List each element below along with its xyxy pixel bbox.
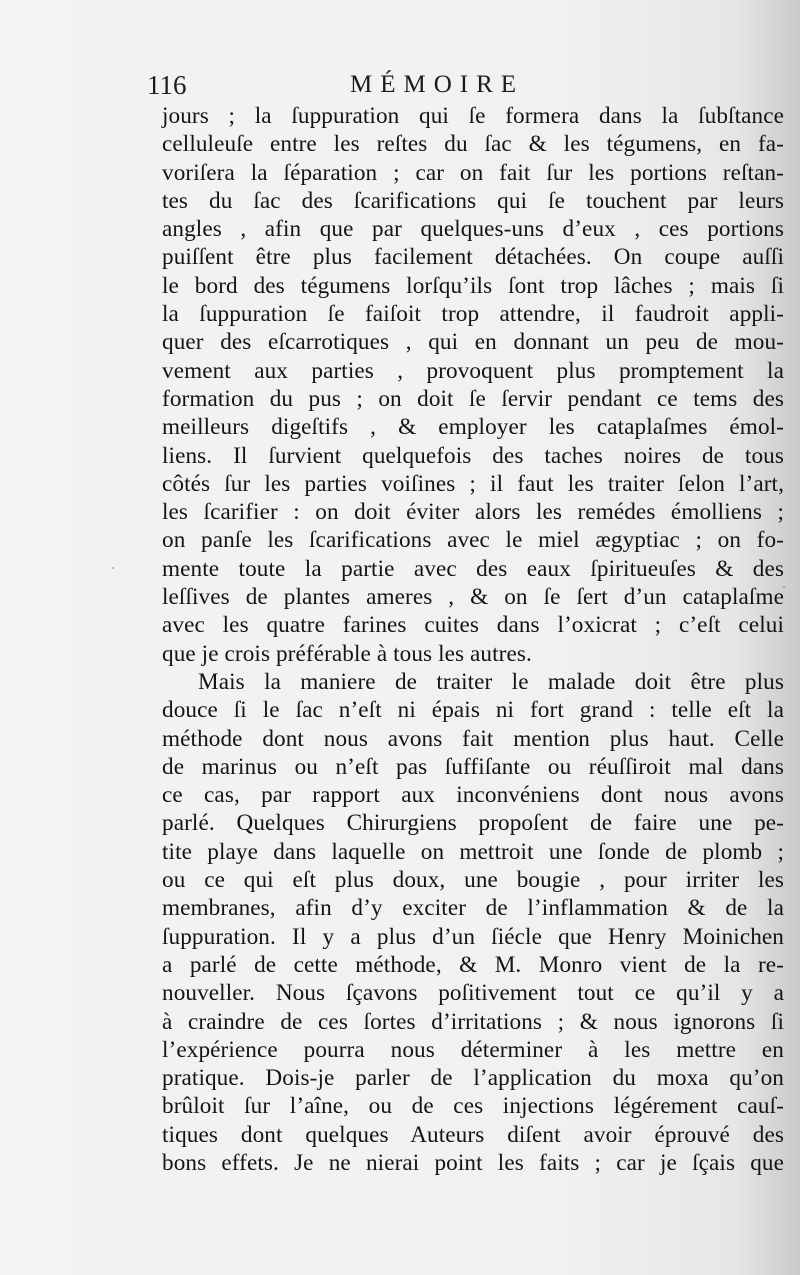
- text-line: a parlé de cette méthode, & M. Monro vient de la re-: [162, 951, 784, 978]
- running-head: MÉMOIRE: [350, 71, 525, 98]
- text-line: à craindre de ces ſortes d’irritations ; & nous ignorons ſi: [162, 1008, 784, 1035]
- text-line: liens. Il ſurvient quelquefois des taches noires de tous: [162, 442, 784, 469]
- paper-speck: [783, 586, 785, 588]
- text-line: méthode dont nous avons fait mention plus haut. Celle: [162, 725, 784, 752]
- text-line: la ſuppuration ſe faiſoit trop attendre, il faudroit appli-: [162, 301, 784, 328]
- text-line: bons effets. Je ne nierai point les faits ; car je ſçais que: [162, 1149, 784, 1176]
- text-line: que je crois préférable à tous les autres.: [162, 640, 532, 667]
- text-line: tite playe dans laquelle on mettroit une ſonde de plomb ;: [162, 838, 784, 865]
- text-line: angles , afin que par quelques-uns d’eux , ces portions: [162, 216, 784, 243]
- text-line: tes du ſac des ſcarifications qui ſe touchent par leurs: [162, 187, 784, 214]
- text-line: membranes, afin d’y exciter de l’inflammation & de la: [162, 895, 784, 922]
- text-line: de marinus ou n’eſt pas ſuffiſante ou réuſſiroit mal dans: [162, 753, 784, 780]
- text-line: meilleurs digeſtifs , & employer les cataplaſmes émol-: [162, 414, 784, 441]
- text-line: le bord des tégumens lorſqu’ils ſont trop lâches ; mais ſi: [162, 272, 784, 299]
- text-line: ou ce qui eſt plus doux, une bougie , pour irriter les: [162, 867, 784, 894]
- text-line: jours ; la ſuppuration qui ſe formera dans la ſubſtance: [162, 103, 784, 129]
- text-line: quer des eſcarrotiques , qui en donnant un peu de mou-: [162, 329, 784, 356]
- text-line: parlé. Quelques Chirurgiens propoſent de faire une pe-: [162, 810, 784, 837]
- body-text: [162, 102, 784, 1177]
- text-line: l’expérience pourra nous déterminer à les mettre en: [162, 1036, 784, 1063]
- text-line: formation du pus ; on doit ſe ſervir pendant ce tems des: [162, 385, 784, 412]
- text-line: ſuppuration. Il y a plus d’un ſiécle que Henry Moinichen: [162, 923, 784, 950]
- text-line: les ſcarifier : on doit éviter alors les remédes émolliens ;: [162, 499, 784, 526]
- text-line: mente toute la partie avec des eaux ſpiritueuſes & des: [162, 555, 784, 582]
- paper-speck: [112, 567, 114, 569]
- text-line: ce cas, par rapport aux inconvéniens dont nous avons: [162, 782, 784, 809]
- text-line: côtés ſur les parties voiſines ; il faut les traiter ſelon l’art,: [162, 470, 784, 497]
- text-line: puiſſent être plus facilement détachées. On coupe auſſi: [162, 244, 784, 271]
- text-line: brûloit ſur l’aîne, ou de ces injections légérement cauſ-: [162, 1093, 784, 1120]
- paper-speck: [444, 720, 446, 722]
- text-line: vement aux parties , provoquent plus promptement la: [162, 357, 784, 384]
- text-line: Mais la maniere de traiter le malade doit être plus: [198, 668, 784, 695]
- text-line: pratique. Dois-je parler de l’application du moxa qu’on: [162, 1065, 784, 1092]
- page-number: 116: [147, 70, 187, 100]
- text-line: nouveller. Nous ſçavons poſitivement tout ce qu’il y a: [162, 980, 784, 1007]
- text-line: tiques dont quelques Auteurs diſent avoir éprouvé des: [162, 1121, 784, 1148]
- text-line: on panſe les ſcarifications avec le miel ægyptiac ; on fo-: [162, 527, 784, 554]
- text-line: leſſives de plantes ameres , & on ſe ſert d’un cataplaſme: [162, 584, 784, 611]
- text-line: voriſera la ſéparation ; car on fait ſur les portions reſtan-: [162, 159, 784, 186]
- text-line: douce ſi le ſac n’eſt ni épais ni fort grand : telle eſt la: [162, 697, 784, 724]
- text-line: avec les quatre farines cuites dans l’oxicrat ; c’eſt celui: [162, 612, 784, 639]
- text-line: celluleuſe entre les reſtes du ſac & les tégumens, en fa-: [162, 131, 784, 158]
